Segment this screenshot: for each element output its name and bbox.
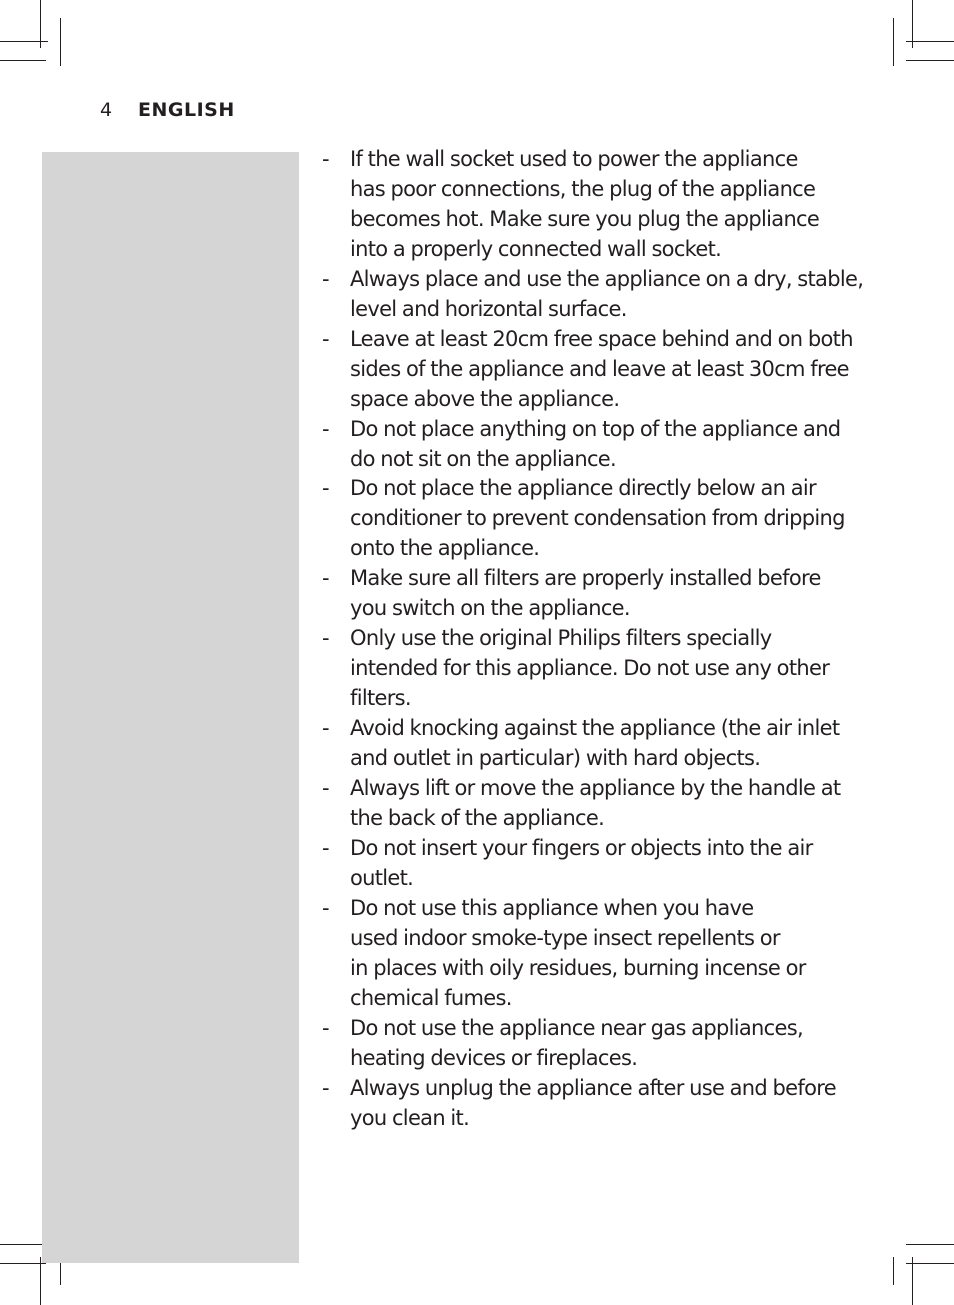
list-item: - Always unplug the appliance after use and before you clean it. bbox=[322, 1075, 836, 1130]
crop-mark bbox=[0, 60, 46, 61]
list-item: - Always place and use the appliance on a dry, stable, level and horizontal surface. bbox=[322, 266, 864, 321]
list-item: - Make sure all filters are properly installed before you switch on the appliance. bbox=[322, 566, 821, 621]
list-item: - Only use the original Philips filters specially intended for this appliance. Do not use any other filters. bbox=[322, 626, 830, 711]
list-item: - Leave at least 20cm free space behind and on both sides of the appliance and leave at least 30cm free space above the appliance. bbox=[322, 326, 853, 411]
crop-mark bbox=[906, 41, 954, 42]
crop-mark bbox=[0, 41, 48, 42]
safety-instructions bbox=[318, 145, 878, 1133]
list-item: - Always lift or move the appliance by the handle at the back of the appliance. bbox=[322, 776, 841, 830]
section-language: ENGLISH bbox=[138, 99, 235, 121]
list-item: - Do not use this appliance when you have used indoor smoke-type insect repellents or in places with oily residues, burning incense or chemical fumes. bbox=[322, 895, 806, 1010]
crop-mark bbox=[906, 1263, 954, 1264]
crop-mark bbox=[60, 18, 61, 66]
crop-mark bbox=[906, 1244, 954, 1245]
crop-mark bbox=[893, 18, 894, 66]
page-number: 4 bbox=[100, 99, 113, 121]
crop-mark bbox=[40, 1257, 41, 1305]
crop-mark bbox=[906, 60, 954, 61]
list-item: - Avoid knocking against the appliance (the air inlet and outlet in particular) with hard objects. bbox=[322, 716, 840, 771]
crop-mark bbox=[893, 1257, 894, 1285]
bullet-list bbox=[318, 145, 878, 1133]
page-header bbox=[100, 99, 235, 121]
list-item: - Do not insert your fingers or objects into the air outlet. bbox=[322, 835, 813, 890]
list-item: - Do not place anything on top of the appliance and do not sit on the appliance. bbox=[322, 416, 841, 471]
list-item: - Do not use the appliance near gas appliances, heating devices or fireplaces. bbox=[322, 1015, 803, 1070]
list-item: - If the wall socket used to power the appliance has poor connections, the plug of the appliance becomes hot. Make sure you plug the appliance into a properly connected wall socket. bbox=[322, 147, 820, 261]
sidebar-panel bbox=[42, 152, 299, 1263]
crop-mark bbox=[912, 1257, 913, 1305]
crop-mark bbox=[0, 1244, 46, 1245]
list-item: - Do not place the appliance directly below an air conditioner to prevent condensation from dripping onto the appliance. bbox=[322, 476, 845, 561]
